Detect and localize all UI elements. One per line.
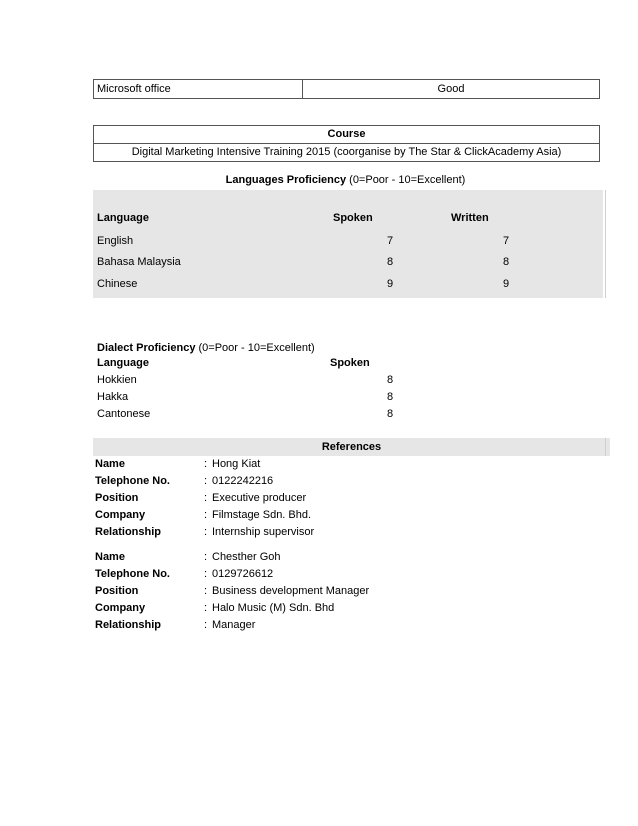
reference-relationship-label: Relationship [95,619,162,631]
reference-name-row [93,456,493,473]
software-name: Microsoft office [94,80,303,98]
reference-relationship-value: Internship supervisor [212,526,315,538]
languages-table [93,190,603,298]
reference-colon: : [204,526,208,538]
course-table [93,125,600,162]
reference-relationship-label: Relationship [95,526,162,538]
dialect-name: Cantonese [97,408,151,420]
reference-colon: : [204,585,208,597]
dialect-row [93,389,423,406]
reference-colon: : [204,509,208,521]
dialects-title-label: Dialect Proficiency [97,342,196,354]
reference-telephone-label: Telephone No. [95,568,170,580]
references-header-divider [605,438,606,456]
reference-name-label: Name [95,551,125,563]
language-row [93,274,613,294]
language-name: Bahasa Malaysia [97,256,181,268]
reference-company-label: Company [95,509,146,521]
reference-colon: : [204,492,208,504]
language-spoken: 7 [386,235,394,247]
reference-block [93,549,493,634]
reference-colon: : [204,619,208,631]
reference-colon: : [204,475,208,487]
reference-position-label: Position [95,585,139,597]
reference-telephone-row [93,473,493,490]
languages-header-written: Written [451,212,489,224]
languages-header-row [93,208,613,228]
reference-name-label: Name [95,458,125,470]
language-name: Chinese [97,278,138,290]
reference-company-row [93,507,493,524]
dialects-table [93,355,423,423]
reference-position-row [93,583,493,600]
course-value: Digital Marketing Intensive Training 2015 (coorganise by The Star & ClickAcademy Asia) [131,146,562,158]
references-header-label: References [321,441,382,453]
software-level: Good [437,83,465,95]
reference-company-row [93,600,493,617]
reference-colon: : [204,551,208,563]
reference-colon: : [204,602,208,614]
reference-position-value: Business development Manager [212,585,370,597]
language-spoken: 9 [386,278,394,290]
dialect-spoken: 8 [386,391,394,403]
dialect-spoken: 8 [386,408,394,420]
reference-relationship-value: Manager [212,619,256,631]
reference-telephone-value: 0129726612 [212,568,274,580]
software-skill-table [93,79,600,99]
reference-company-value: Filmstage Sdn. Bhd. [212,509,312,521]
dialects-header-language: Language [97,357,149,369]
language-row [93,252,613,272]
reference-block [93,456,493,541]
reference-position-value: Executive producer [212,492,307,504]
dialects-header-spoken: Spoken [330,357,370,369]
language-written: 7 [502,235,510,247]
languages-header-language: Language [97,212,149,224]
dialects-title-scale: (0=Poor - 10=Excellent) [195,342,315,354]
reference-relationship-row [93,617,493,634]
reference-name-value: Hong Kiat [212,458,261,470]
reference-name-row [93,549,493,566]
reference-name-value: Chesther Goh [212,551,281,563]
course-header: Course [94,126,599,144]
dialects-header-row [93,355,423,372]
language-spoken: 8 [386,256,394,268]
reference-colon: : [204,568,208,580]
reference-position-row [93,490,493,507]
dialect-name: Hokkien [97,374,137,386]
language-name: English [97,235,134,247]
languages-title-label: Languages Proficiency [225,174,347,186]
languages-title [93,173,598,187]
languages-title-scale: (0=Poor - 10=Excellent) [346,174,466,186]
language-written: 9 [502,278,510,290]
reference-telephone-label: Telephone No. [95,475,170,487]
reference-telephone-row [93,566,493,583]
dialect-spoken: 8 [386,374,394,386]
dialect-row [93,406,423,423]
dialects-title [97,341,315,355]
reference-telephone-value: 0122242216 [212,475,274,487]
reference-relationship-row [93,524,493,541]
reference-position-label: Position [95,492,139,504]
reference-company-value: Halo Music (M) Sdn. Bhd [212,602,335,614]
dialect-name: Hakka [97,391,129,403]
reference-colon: : [204,458,208,470]
languages-header-spoken: Spoken [333,212,373,224]
dialect-row [93,372,423,389]
references-header [93,438,610,456]
reference-company-label: Company [95,602,146,614]
language-row [93,231,613,251]
language-written: 8 [502,256,510,268]
